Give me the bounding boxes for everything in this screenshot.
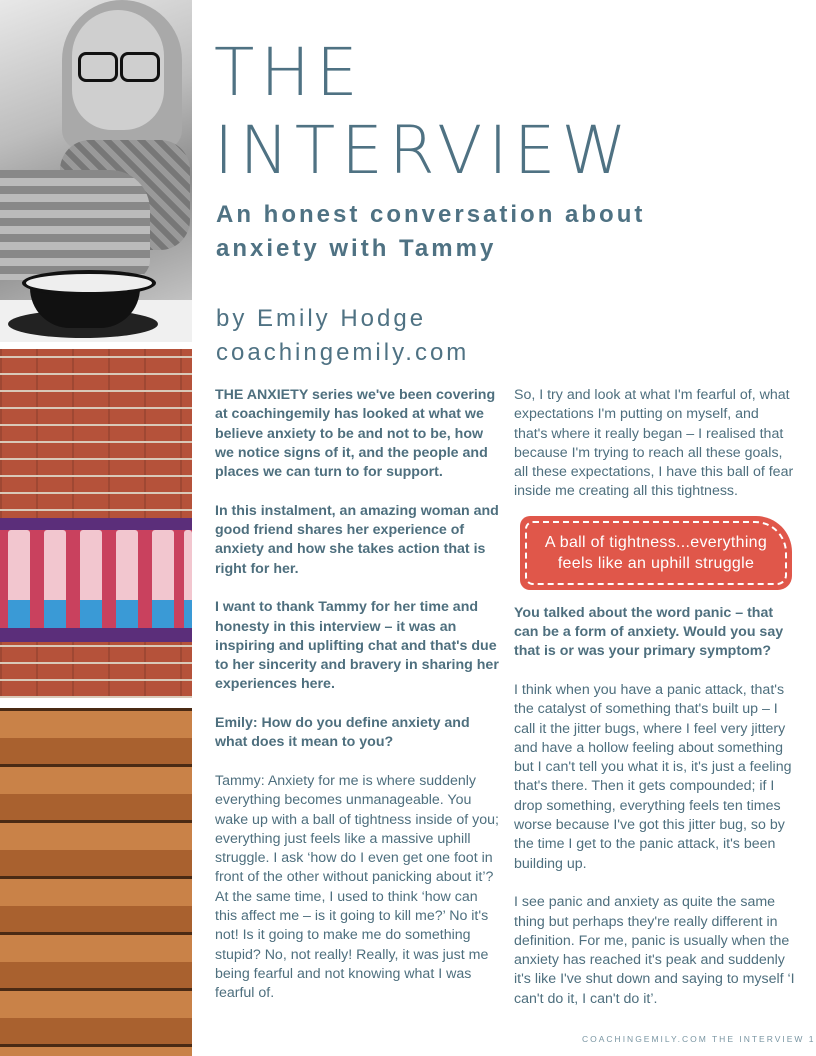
right-column [514, 386, 796, 1028]
title-line-1: THE [214, 34, 364, 111]
answer-1-continued: So, I try and look at what I'm fearful of, what expectations I'm putting on myself, and that's where it really began – I realised that because I'm trying to reach all these goals, all these expectations, I have this ball of fear inside me creating all this tightness. [514, 387, 794, 500]
subtitle: An honest conversation about anxiety with Tammy [216, 201, 646, 262]
pull-quote [520, 516, 792, 590]
question-1: Emily: How do you define anxiety and what does it mean to you? [215, 715, 470, 751]
byline-author: by Emily Hodge [216, 305, 427, 332]
byline [216, 302, 469, 370]
cup-rim-shape [22, 270, 156, 296]
answer-2: I think when you have a panic attack, that's the catalyst of something that's built up – I call it the jitter bugs, where I feel very jittery and have a hollow feeling about something but I can't tell you what it is, it's just a feeling that's there. Then it gets compounded; if I drop something, everything feels ten times worse because I've got this jitter bug, so by the time I get to the panic attack, it's been building up. [514, 681, 792, 872]
intro-paragraph-3: I want to thank Tammy for her time and honesty in this interview – it was an inspiring and uplifting chat and that's due to her sincerity and bravery in sharing her experiences here. [215, 599, 499, 693]
wood-planks-photo [0, 708, 192, 1056]
question-2: You talked about the word panic – that can be a form of anxiety. Would you say that is or was your primary symptom? [514, 604, 784, 660]
page-footer: COACHINGEMILY.COM THE INTERVIEW 1 [582, 1034, 816, 1044]
painted-balustrade [0, 518, 192, 642]
article [192, 0, 816, 1056]
pull-quote-text: A ball of tightness...everything feels like an uphill struggle [525, 521, 787, 585]
answer-1: Tammy: Anxiety for me is where suddenly everything becomes unmanageable. You wake up with a ball of tightness inside of you; everything just feels like a massive uphill struggle. I ask ‘how do I even get one foot in front of the other without panicking about it’? At the same time, I used to think ‘how can this affect me – is it going to kill me?’ No it's not! Is it going to make me do something stupid? No, not really! Really, it was just me being fearful and not knowing what I was fearful of. [215, 772, 499, 1002]
arm-shape [0, 170, 150, 280]
portrait-photo [0, 0, 192, 342]
photo-sidebar [0, 0, 192, 1056]
intro-paragraph-1: THE ANXIETY series we've been covering at coachingemily has looked at what we believe anxiety to be and not to be, how we notice signs of it, and the people and places we can turn to for support. [215, 387, 496, 481]
answer-3: I see panic and anxiety as quite the same thing but perhaps they're really different in definition. For me, panic is usually when the anxiety has reached it's peak and suddenly it's like I've shut down and saying to myself ‘I can't do it, I can't do it’. [514, 894, 795, 1007]
left-column [215, 386, 501, 1023]
intro-paragraph-2: In this instalment, an amazing woman and good friend shares her experience of anxiety and how she takes action that is right for her. [215, 502, 499, 577]
glasses-icon [74, 52, 160, 78]
byline-site: coachingemily.com [216, 339, 470, 366]
title-line-2: INTERVIEW [214, 112, 633, 189]
